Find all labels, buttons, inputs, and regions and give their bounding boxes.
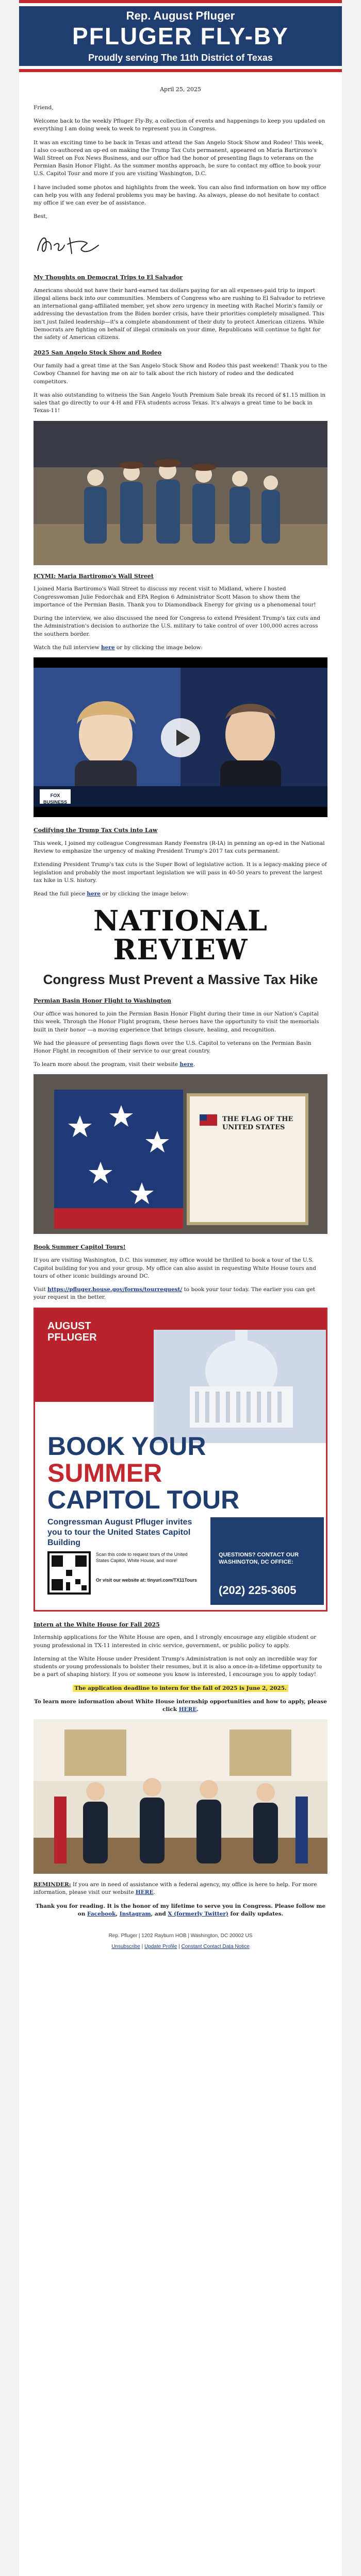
rodeo-body-1: Our family had a great time at the San Angelo Stock Show and Rodeo this past weekend! Thank you to the Cowboy Channel for having me on air to talk about the rich history of rodeo and the dedicated competitors. <box>34 363 327 385</box>
banner-white-stripe <box>19 3 342 6</box>
intro-paragraph-3: I have included some photos and highlights from the week. You can also find information on how my office can help you with any federal problems you may be having. As always, please do not hesitate to contact my office if we can ever be of assistance. <box>34 184 326 207</box>
icymi-watch-line <box>34 644 327 652</box>
footer-links <box>19 1944 342 1950</box>
section-heading-capitol-tours: Book Summer Capitol Tours! <box>34 1244 126 1251</box>
newsletter-content <box>19 86 342 1918</box>
flyer-badge-line1: AUGUST <box>47 1320 91 1332</box>
qr-code-icon[interactable] <box>47 1551 91 1595</box>
banner-tagline: Proudly serving The 11th District of Texas <box>88 53 273 63</box>
intern-deadline: The application deadline to intern for the fall of 2025 is June 2, 2025. <box>73 1685 288 1692</box>
icymi-body-1: I joined Maria Bartiromo's Wall Street to discuss my recent visit to Midland, where I hosted Congresswoman Julie Fedorchak and EPA Region 6 Administrator Scott Mason to show them the importance of the Permian Basin. Thank you to Diamondback Energy for giving us a phenomenal tour! <box>34 586 316 608</box>
signoff: Best, <box>34 213 47 220</box>
reminder-label: REMINDER: <box>34 1882 71 1888</box>
section-heading-rodeo: 2025 San Angelo Stock Show and Rodeo <box>34 349 162 357</box>
reminder-website-link[interactable]: HERE <box>135 1889 154 1896</box>
instagram-link[interactable]: Instagram <box>119 1910 151 1917</box>
facebook-link[interactable]: Facebook <box>87 1910 116 1917</box>
intro-paragraph-2: It was an exciting time to be back in Texas and attend the San Angelo Stock Show and Rodeo! This week, I also co-authored an op-ed on making the Trump Tax Cuts permanent, appeared on Maria Bartiromo's Wall Street on Fox News Business, and our office had the honor of presenting flags to veterans on the Permian Basin Honor Flight. As the summer months approach, be sure to contact my office to book your U.S. Capitol Tour and more if you are visiting Washington, D.C. <box>34 139 324 177</box>
intern-info-link[interactable]: HERE <box>178 1706 197 1713</box>
tour-request-link[interactable]: https://pfluger.house.gov/forms/tourrequest/ <box>47 1286 183 1293</box>
national-review-headline: Congress Must Prevent a Massive Tax Hike <box>43 972 318 988</box>
learn-suffix: . <box>193 1061 195 1068</box>
reminder-text: If you are in need of assistance with a federal agency, my office is here to help. For more information, please visit our website <box>34 1882 317 1896</box>
intern-body-2: Interning at the White House under President Trump's Administration is not only an incredible way for students or young professionals to bolster their resumes, but it is also a once-in-a-lifetime opportunity to be a part of shaping history. If you or someone you know is interested, I encourage you to apply today! <box>34 1655 322 1678</box>
national-review-logo: NATIONAL REVIEW <box>93 904 268 967</box>
honor-body-1: Our office was honored to join the Permian Basin Honor Flight during their time in our Nation's Capital this week. Through the Honor Flight program, these heroes have the opportunity to visit the memorials built in their honor —a moving experience that brings closure, healing, and recognition. <box>34 1011 319 1033</box>
greeting: Friend, <box>34 104 54 111</box>
tax-body-1: This week, I joined my colleague Congressman Randy Feenstra (R-IA) in penning an op-ed in the National Review to emphasize the urgency of making President Trump's 2017 tax cuts permanent. <box>34 840 325 855</box>
banner-red-stripe-bottom <box>19 69 342 72</box>
section-heading-intern: Intern at the White House for Fall 2025 <box>34 1621 160 1628</box>
footer-address: Rep. Pfluger | 1202 Rayburn HOB | Washington, DC 20002 US <box>108 1933 253 1939</box>
flyer-title <box>47 1433 239 1513</box>
intern-deadline-line <box>34 1685 327 1692</box>
video-channel-label: FOX BUSINESS <box>43 792 67 805</box>
thanks-text-2: for daily updates. <box>228 1910 284 1917</box>
watch-suffix: or by clicking the image below: <box>114 644 203 651</box>
visit-prefix: Visit <box>34 1286 48 1293</box>
video-thumbnail[interactable] <box>34 657 327 817</box>
reminder-line <box>34 1881 327 1896</box>
flyer-scan-text: Scan this code to request tours of the United States Capitol, White House, and more! <box>96 1551 188 1563</box>
newsletter-date: April 25, 2025 <box>160 86 201 93</box>
tours-body-1: If you are visiting Washington, D.C. this summer, my office would be thrilled to book a tour of the U.S. Capitol building for you and your group. My office can also assist in requesting White House tours and tours of other iconic buildings around DC. <box>34 1257 316 1279</box>
flag-certificate-photo <box>34 1074 327 1234</box>
banner-rep-name: Rep. August Pfluger <box>126 9 235 22</box>
rodeo-body-2: It was also outstanding to witness the San Angelo Youth Premium Sale break its record of $1.15 million in sales that go directly to our 4-H and FFA students across Texas. It's always a great time to be back in Texas-11! <box>34 392 326 414</box>
intern-cta-line <box>34 1698 327 1714</box>
play-icon[interactable] <box>161 718 200 757</box>
flyer-title-line3: CAPITOL TOUR <box>47 1485 240 1514</box>
intern-body-1: Internship applications for the White House are open, and I strongly encourage any eligible student or young professional in TX-11 interested in civic service, government, or public policy to apply. <box>34 1634 317 1649</box>
read-suffix: or by clicking the image below: <box>100 891 189 897</box>
data-notice-link[interactable]: Constant Contact Data Notice <box>181 1944 250 1950</box>
section-heading-tax: Codifying the Trump Tax Cuts into Law <box>34 826 158 834</box>
el-salvador-body: Americans should not have their hard-earned tax dollars paying for an all expenses-paid trip to import illegal aliens back into our communities. Members of Congress who are rushing to El Salvador to retrieve an international gang-affiliated member, yet show zero urgency in meeting with Rachel Morin's family or addressing the devastation from the Biden border crisis, have their priorities completely misaligned. This isn't just failed leadership—it's a complete abandonment of their duty to protect American citizens. While Democrats are fighting on behalf of illegal criminals on your dime, Republicans will continue to fight for the safety of American citizens. <box>34 287 325 341</box>
thanks-sep-2: , and <box>151 1910 168 1917</box>
signature-image <box>34 230 106 259</box>
certificate-title: THE FLAG OF THE UNITED STATES <box>222 1115 293 1132</box>
flyer-questions-label: QUESTIONS? CONTACT OUR WASHINGTON, DC OFFICE: <box>219 1551 299 1565</box>
unsubscribe-link[interactable]: Unsubscribe <box>111 1944 140 1950</box>
flyer-visit-text: Or visit our website at: tinyurl.com/TX11Tours <box>96 1577 197 1583</box>
footer-sep-1: | <box>140 1944 144 1950</box>
footer-sep-2: | <box>177 1944 182 1950</box>
email-footer <box>19 1924 342 1953</box>
capitol-tour-flyer[interactable] <box>34 1308 327 1612</box>
flag-graphic <box>34 1074 327 1234</box>
section-heading-honor-flight: Permian Basin Honor Flight to Washington <box>34 997 171 1005</box>
visit-suffix: to book your tour today. The earlier you can get your request in the better. <box>34 1286 316 1301</box>
thanks-sep-1: , <box>116 1910 120 1917</box>
banner-title: PFLUGER FLY-BY <box>72 23 289 49</box>
learn-prefix: To learn more about the program, visit their website <box>34 1061 180 1068</box>
twitter-link[interactable]: X (formerly Twitter) <box>168 1910 228 1917</box>
tours-visit-line <box>34 1286 327 1301</box>
update-profile-link[interactable]: Update Profile <box>144 1944 177 1950</box>
newsletter-banner <box>19 0 342 72</box>
flyer-logo-badge <box>47 1320 97 1343</box>
honor-body-2: We had the pleasure of presenting flags flown over the U.S. Capitol to veterans on the Permian Basin Honor Flight in recognition of their service to our great country. <box>34 1040 311 1055</box>
flyer-badge-line2: PFLUGER <box>47 1331 97 1343</box>
flyer-title-line2: SUMMER <box>47 1458 162 1487</box>
section-heading-el-salvador: My Thoughts on Democrat Trips to El Salvador <box>34 274 183 281</box>
flyer-subtitle: Congressman August Pfluger invites you to tour the United States Capitol Building <box>47 1517 192 1547</box>
thanks-line <box>34 1903 327 1918</box>
tax-body-2: Extending President Trump's tax cuts is the Super Bowl of legislative action. It is a legacy-making piece of legislation and probably the most important legislation we will pass in 40-50 years to prevent the largest tax hike in U.S. history. <box>34 861 327 884</box>
thanks-text: Thank you for reading. It is the honor of my lifetime to serve you in Congress. Please follow me on <box>35 1903 326 1917</box>
tax-read-line <box>34 890 327 898</box>
flyer-phone-number: (202) 225-3605 <box>219 1583 297 1597</box>
section-heading-icymi: ICYMI: Maria Bartiromo's Wall Street <box>34 572 154 580</box>
email-body <box>19 0 342 2576</box>
intern-cta-text: To learn more information about White House internship opportunities and how to apply, please click <box>34 1698 327 1713</box>
flyer-title-line1: BOOK YOUR <box>47 1431 206 1461</box>
read-prefix: Read the full piece <box>34 891 87 897</box>
honor-learn-line <box>34 1061 327 1069</box>
honor-flight-website-link[interactable]: here <box>179 1061 193 1068</box>
national-review-image[interactable] <box>34 906 327 988</box>
rodeo-family-photo <box>34 421 327 565</box>
intern-cta-suffix: . <box>196 1706 199 1713</box>
intro-paragraph-1: Welcome back to the weekly Pfluger Fly-By, a collection of events and happenings to keep you updated on everything I am doing week to week to represent you in Congress. <box>34 118 325 132</box>
read-piece-link[interactable]: here <box>87 891 101 897</box>
reminder-suffix: . <box>153 1889 155 1896</box>
icymi-body-2: During the interview, we also discussed the need for Congress to extend President Trump's tax cuts and the Administration's decision to authorize the U.S. military to take control of over 100,000 acres across the southern border. <box>34 615 321 637</box>
watch-prefix: Watch the full interview <box>34 644 101 651</box>
white-house-photo <box>34 1719 327 1874</box>
watch-interview-link[interactable]: here <box>101 644 115 651</box>
